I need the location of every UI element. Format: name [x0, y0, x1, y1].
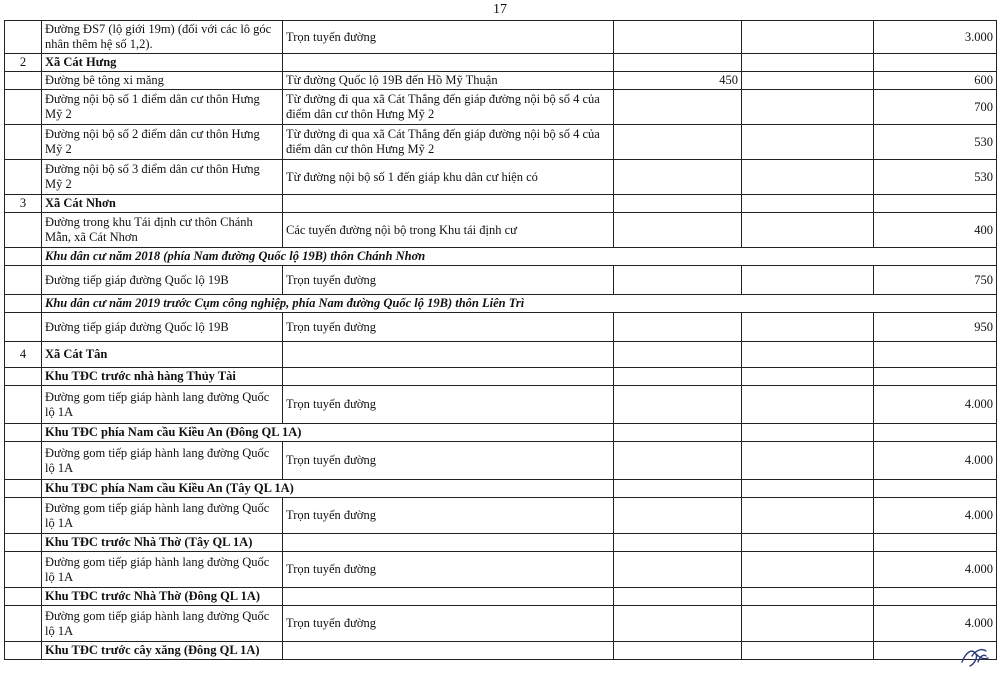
value-cell — [742, 54, 874, 72]
road-name-cell: Đường nội bộ số 1 điểm dân cư thôn Hưng Mỹ 2 — [42, 90, 283, 125]
road-name-cell: Đường trong khu Tái định cư thôn Chánh Mẫn, xã Cát Nhơn — [42, 213, 283, 248]
table-row — [5, 295, 997, 313]
value-cell — [742, 195, 874, 213]
road-name-cell: Đường gom tiếp giáp hành lang đường Quốc lộ 1A — [42, 442, 283, 480]
road-name-cell: Đường tiếp giáp đường Quốc lộ 19B — [42, 313, 283, 342]
price-cell: 4.000 — [874, 606, 997, 642]
value-cell — [742, 368, 874, 386]
stt-cell — [5, 125, 42, 160]
price-cell — [874, 54, 997, 72]
value-cell — [742, 498, 874, 534]
table-row — [5, 313, 997, 342]
road-name-cell: Đường gom tiếp giáp hành lang đường Quốc lộ 1A — [42, 498, 283, 534]
stt-cell — [5, 21, 42, 54]
residential-area-heading: Khu dân cư năm 2018 (phía Nam đường Quốc lộ 19B) thôn Chánh Nhơn — [42, 248, 997, 266]
road-name-cell: Đường nội bộ số 3 điểm dân cư thôn Hưng Mỹ 2 — [42, 160, 283, 195]
stt-cell: 4 — [5, 342, 42, 368]
value-cell — [614, 424, 742, 442]
residential-area-heading: Khu dân cư năm 2019 trước Cụm công nghiệp, phía Nam đường Quốc lộ 19B) thôn Liên Trì — [42, 295, 997, 313]
stt-cell — [5, 368, 42, 386]
road-name-cell: Đường gom tiếp giáp hành lang đường Quốc lộ 1A — [42, 386, 283, 424]
value-cell — [742, 90, 874, 125]
road-name-cell: Đường nội bộ số 2 điểm dân cư thôn Hưng Mỹ 2 — [42, 125, 283, 160]
value-cell — [742, 160, 874, 195]
route-cell — [283, 195, 614, 213]
route-cell — [283, 588, 614, 606]
price-cell — [874, 368, 997, 386]
value-cell — [614, 498, 742, 534]
value-cell — [742, 606, 874, 642]
value-cell — [742, 386, 874, 424]
value-cell — [614, 342, 742, 368]
commune-heading: Xã Cát Hưng — [42, 54, 283, 72]
road-name-cell: Đường tiếp giáp đường Quốc lộ 19B — [42, 266, 283, 295]
table-row — [5, 424, 997, 442]
stt-cell — [5, 248, 42, 266]
value-cell — [742, 213, 874, 248]
route-cell: Trọn tuyến đường — [283, 552, 614, 588]
value-cell — [742, 552, 874, 588]
price-cell: 4.000 — [874, 552, 997, 588]
value-cell — [614, 90, 742, 125]
value-cell — [614, 442, 742, 480]
route-cell: Từ đường Quốc lộ 19B đến Hồ Mỹ Thuận — [283, 72, 614, 90]
stt-cell: 3 — [5, 195, 42, 213]
route-cell — [283, 368, 614, 386]
stt-cell — [5, 90, 42, 125]
stt-cell — [5, 266, 42, 295]
route-cell: Trọn tuyến đường — [283, 442, 614, 480]
route-cell: Trọn tuyến đường — [283, 21, 614, 54]
stt-cell — [5, 552, 42, 588]
value-cell — [614, 552, 742, 588]
table-row — [5, 90, 997, 125]
stt-cell — [5, 480, 42, 498]
route-cell: Từ đường đi qua xã Cát Thắng đến giáp đường nội bộ số 4 của điểm dân cư thôn Hưng Mỹ 2 — [283, 90, 614, 125]
table-row — [5, 266, 997, 295]
price-cell: 950 — [874, 313, 997, 342]
route-cell: Trọn tuyến đường — [283, 498, 614, 534]
value-cell — [742, 424, 874, 442]
price-cell — [874, 195, 997, 213]
value-cell — [614, 642, 742, 660]
value-cell — [742, 266, 874, 295]
price-cell — [874, 588, 997, 606]
value-cell — [614, 313, 742, 342]
resettlement-area-heading: Khu TĐC trước Nhà Thờ (Đông QL 1A) — [42, 588, 283, 606]
stt-cell — [5, 442, 42, 480]
stt-cell — [5, 498, 42, 534]
value-cell — [742, 480, 874, 498]
route-cell: Trọn tuyến đường — [283, 313, 614, 342]
value-cell — [614, 54, 742, 72]
value-cell — [742, 125, 874, 160]
resettlement-area-heading: Khu TĐC phía Nam cầu Kiều An (Tây QL 1A) — [42, 480, 614, 498]
stt-cell — [5, 534, 42, 552]
route-cell — [283, 54, 614, 72]
price-cell — [874, 342, 997, 368]
resettlement-area-heading: Khu TĐC trước Nhà Thờ (Tây QL 1A) — [42, 534, 283, 552]
value-cell — [614, 266, 742, 295]
value-cell — [614, 160, 742, 195]
value-cell — [742, 313, 874, 342]
price-cell — [874, 424, 997, 442]
table-row — [5, 72, 997, 90]
stt-cell — [5, 160, 42, 195]
resettlement-area-heading: Khu TĐC trước cây xăng (Đông QL 1A) — [42, 642, 283, 660]
price-cell — [874, 480, 997, 498]
price-cell: 3.000 — [874, 21, 997, 54]
stt-cell — [5, 588, 42, 606]
table-row — [5, 386, 997, 424]
table-row — [5, 534, 997, 552]
price-cell: 530 — [874, 160, 997, 195]
value-cell — [742, 442, 874, 480]
commune-heading: Xã Cát Nhơn — [42, 195, 283, 213]
table-row — [5, 213, 997, 248]
route-cell — [283, 642, 614, 660]
value-cell — [614, 480, 742, 498]
value-cell — [742, 642, 874, 660]
value-cell — [614, 21, 742, 54]
route-cell: Từ đường nội bộ số 1 đến giáp khu dân cư hiện có — [283, 160, 614, 195]
road-name-cell: Đường gom tiếp giáp hành lang đường Quốc lộ 1A — [42, 552, 283, 588]
value-cell — [614, 125, 742, 160]
commune-heading: Xã Cát Tân — [42, 342, 283, 368]
stt-cell — [5, 295, 42, 313]
value-cell — [742, 534, 874, 552]
resettlement-area-heading: Khu TĐC phía Nam cầu Kiều An (Đông QL 1A) — [42, 424, 614, 442]
table-row — [5, 248, 997, 266]
stt-cell — [5, 72, 42, 90]
table-row — [5, 160, 997, 195]
stt-cell — [5, 606, 42, 642]
price-cell: 530 — [874, 125, 997, 160]
stt-cell — [5, 424, 42, 442]
value-cell — [614, 588, 742, 606]
table-row — [5, 552, 997, 588]
route-cell: Trọn tuyến đường — [283, 606, 614, 642]
table-row — [5, 342, 997, 368]
stt-cell — [5, 642, 42, 660]
value-cell — [614, 534, 742, 552]
route-cell: Từ đường đi qua xã Cát Thắng đến giáp đường nội bộ số 4 của điểm dân cư thôn Hưng Mỹ 2 — [283, 125, 614, 160]
table-row — [5, 368, 997, 386]
value-cell — [742, 72, 874, 90]
price-cell: 4.000 — [874, 386, 997, 424]
value-cell — [614, 386, 742, 424]
table-row — [5, 125, 997, 160]
signature-initials-mark — [958, 642, 992, 670]
price-cell: 700 — [874, 90, 997, 125]
value-cell — [614, 195, 742, 213]
table-row — [5, 480, 997, 498]
table-row — [5, 588, 997, 606]
price-cell — [874, 534, 997, 552]
table-row — [5, 21, 997, 54]
route-cell: Các tuyến đường nội bộ trong Khu tái định cư — [283, 213, 614, 248]
road-name-cell: Đường gom tiếp giáp hành lang đường Quốc lộ 1A — [42, 606, 283, 642]
table-row — [5, 54, 997, 72]
route-cell — [283, 534, 614, 552]
stt-cell — [5, 213, 42, 248]
road-name-cell: Đường bê tông xi măng — [42, 72, 283, 90]
table-row — [5, 442, 997, 480]
road-name-cell: Đường ĐS7 (lộ giới 19m) (đối với các lô góc nhân thêm hệ số 1,2). — [42, 21, 283, 54]
stt-cell — [5, 386, 42, 424]
route-cell: Trọn tuyến đường — [283, 386, 614, 424]
value-cell — [742, 342, 874, 368]
stt-cell: 2 — [5, 54, 42, 72]
table-row — [5, 498, 997, 534]
page-number: 17 — [493, 2, 507, 17]
value-cell — [614, 368, 742, 386]
land-price-table — [4, 20, 997, 660]
route-cell: Trọn tuyến đường — [283, 266, 614, 295]
price-cell: 400 — [874, 213, 997, 248]
table-row — [5, 642, 997, 660]
route-cell — [283, 342, 614, 368]
price-cell: 4.000 — [874, 442, 997, 480]
value-cell — [614, 606, 742, 642]
price-cell: 4.000 — [874, 498, 997, 534]
price-cell: 750 — [874, 266, 997, 295]
value-cell — [614, 213, 742, 248]
value-cell — [742, 588, 874, 606]
stt-cell — [5, 313, 42, 342]
table-row — [5, 606, 997, 642]
resettlement-area-heading: Khu TĐC trước nhà hàng Thủy Tài — [42, 368, 283, 386]
price-cell: 600 — [874, 72, 997, 90]
value-cell — [742, 21, 874, 54]
table-row — [5, 195, 997, 213]
value-cell: 450 — [614, 72, 742, 90]
